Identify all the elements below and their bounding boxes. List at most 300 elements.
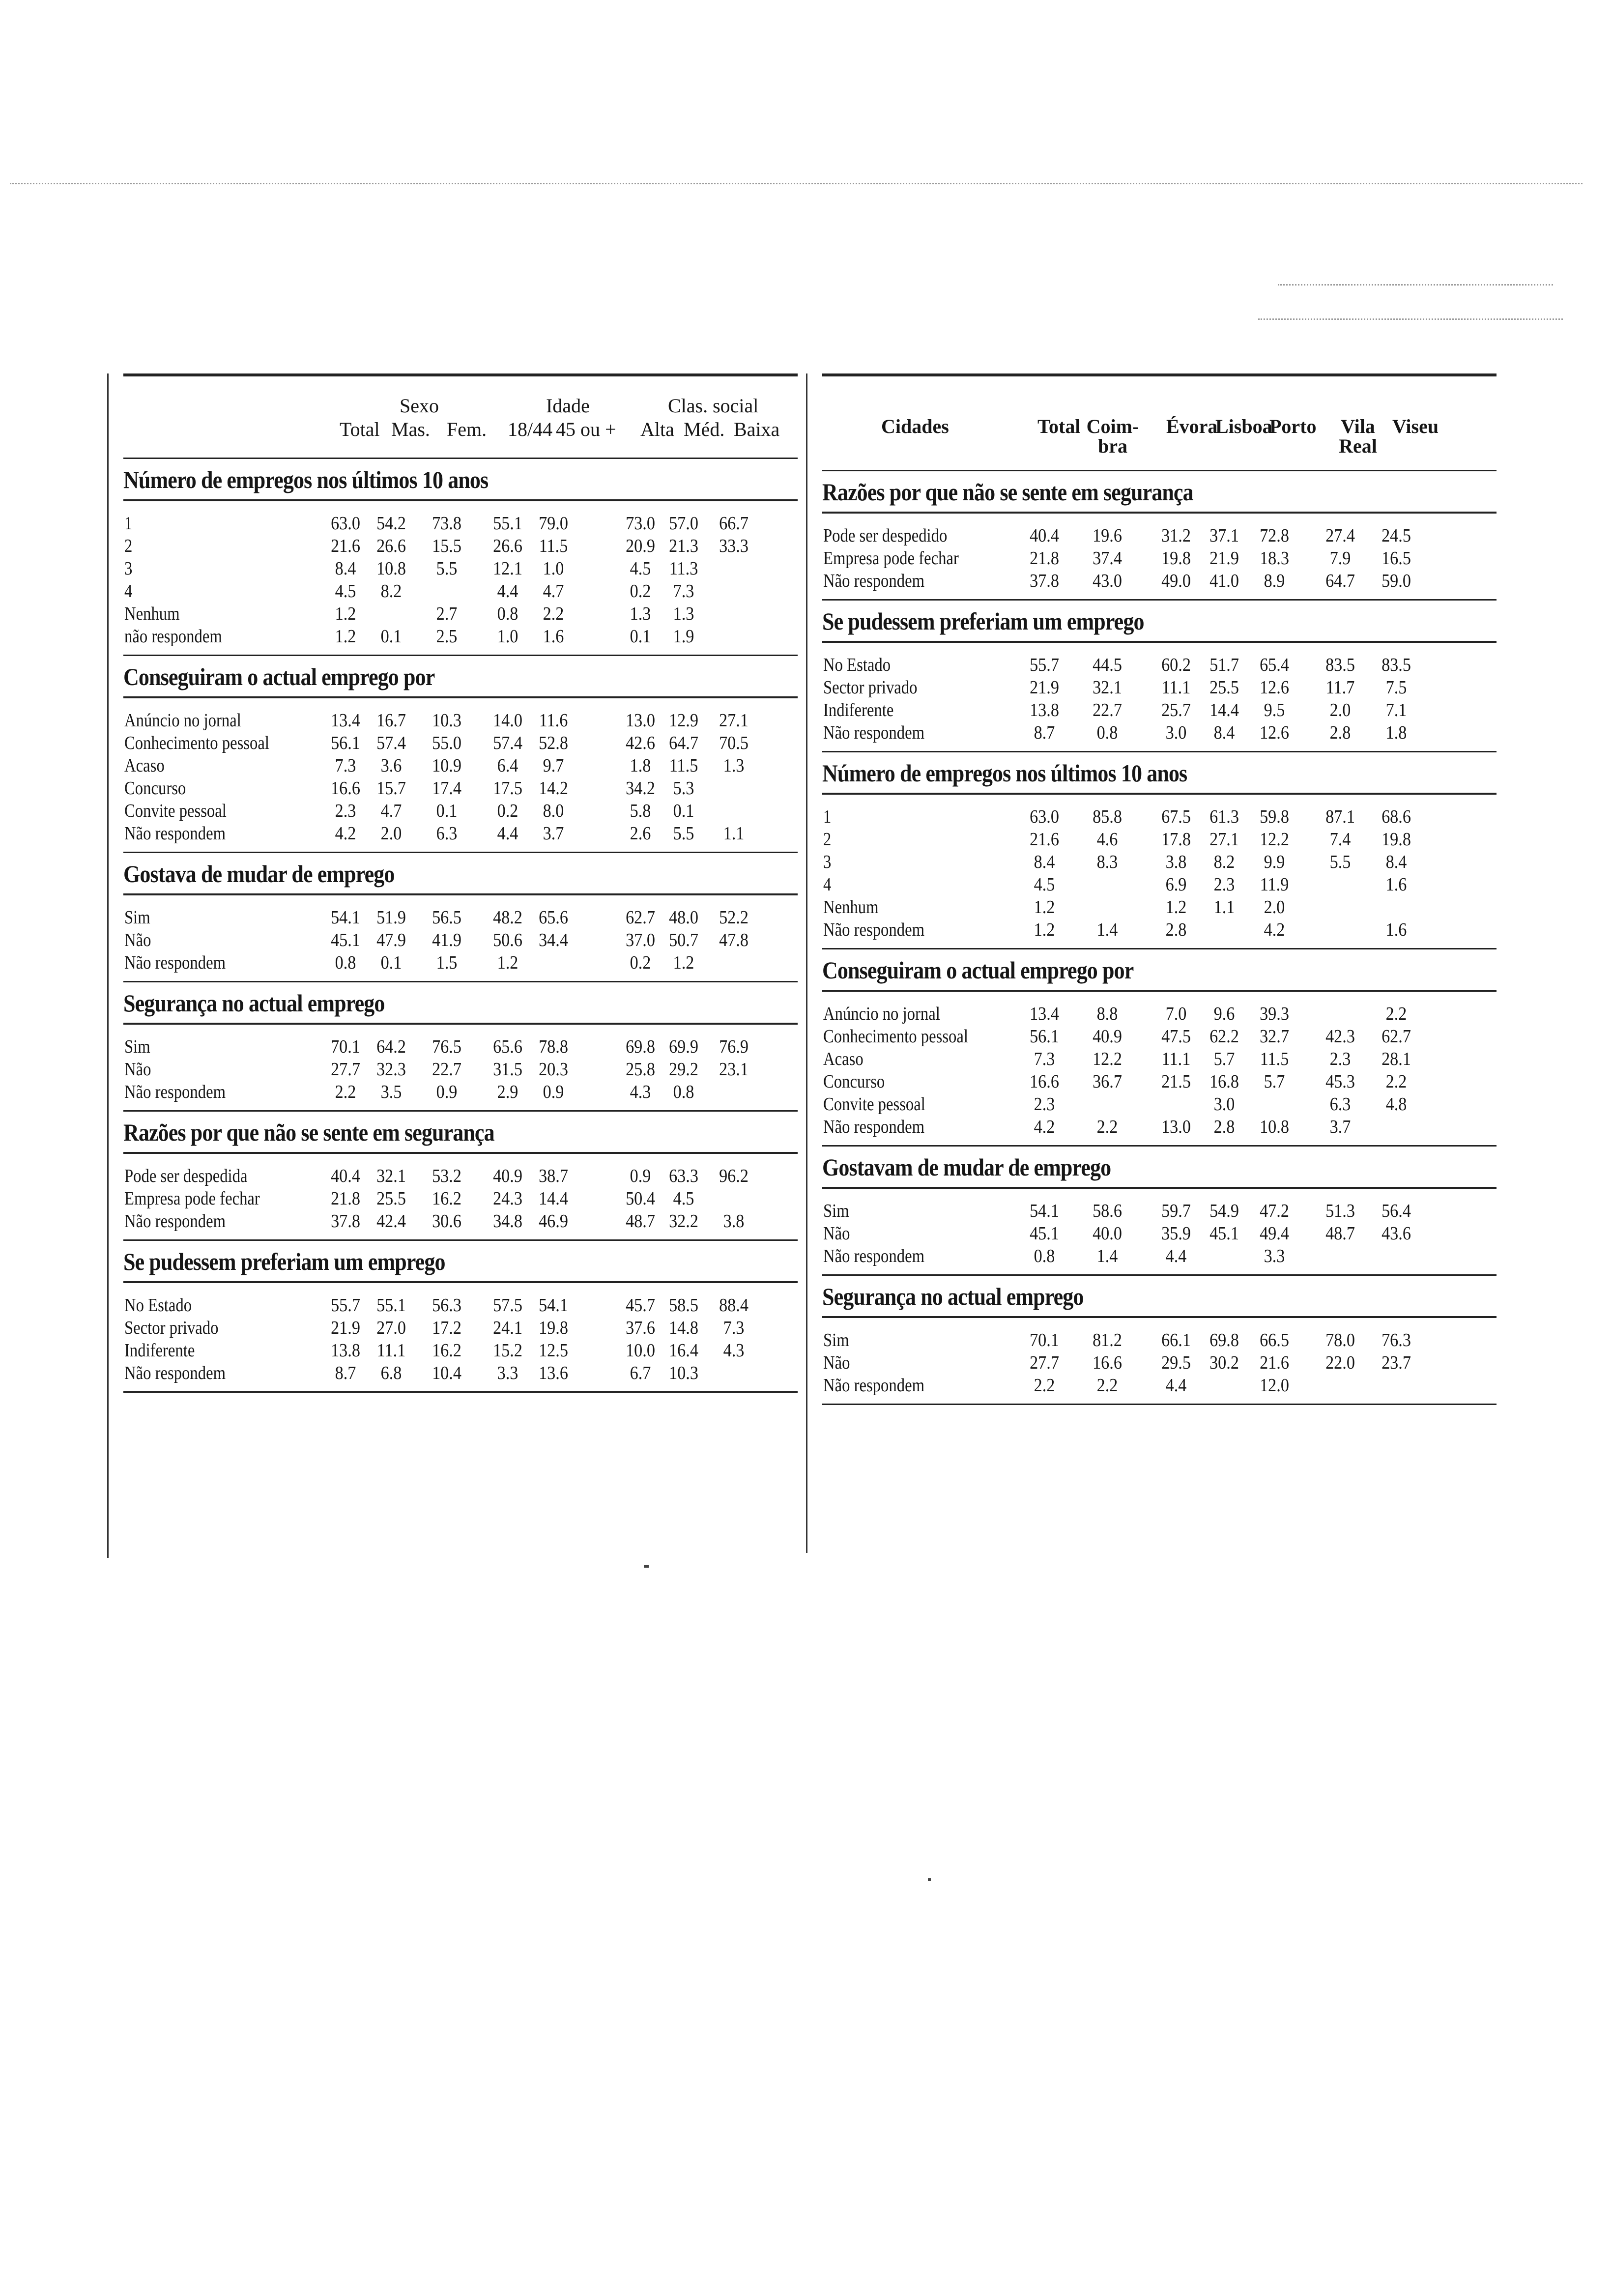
table-cell: 37.4 [1093, 548, 1122, 569]
table-cell: 8.7 [335, 1363, 356, 1383]
table-cell: 56.1 [331, 733, 360, 753]
table-cell: 0.2 [630, 952, 651, 973]
table-cell: 0.1 [436, 801, 458, 821]
table-cell: 1.9 [673, 626, 694, 647]
row-label: Pode ser despedida [124, 1166, 248, 1186]
table-cell: 76.9 [719, 1036, 748, 1057]
table-cell: 1.0 [543, 558, 564, 579]
table-row [123, 557, 798, 580]
row-label: Nenhum [823, 897, 879, 918]
table-cell: 18.3 [1260, 548, 1289, 569]
table-cell: 25.7 [1161, 700, 1191, 720]
table-cell: 28.1 [1382, 1049, 1411, 1069]
table-cell: 36.7 [1093, 1071, 1122, 1092]
table-cell: 48.2 [493, 907, 522, 928]
table-cell: 27.7 [1030, 1352, 1059, 1373]
table-cell: 17.4 [432, 778, 461, 799]
table-row [822, 1351, 1497, 1374]
table-cell: 59.7 [1161, 1201, 1191, 1221]
table-cell: 63.0 [1030, 806, 1059, 827]
table-cell: 37.1 [1209, 525, 1239, 546]
table-row [822, 918, 1497, 941]
table-cell: 9.5 [1264, 700, 1285, 720]
table-cell: 32.3 [376, 1059, 406, 1080]
section-title: Conseguiram o actual emprego por [123, 663, 435, 690]
table-cell: 57.4 [376, 733, 406, 753]
table-row [123, 822, 798, 845]
table-cell: 7.3 [335, 755, 356, 776]
scan-noise-right-a [1278, 284, 1553, 286]
table-cell: 13.4 [1030, 1004, 1059, 1024]
table-cell: 2.0 [1264, 897, 1285, 918]
table-cell: 1.2 [1034, 919, 1055, 940]
table-cell: 2.9 [497, 1082, 518, 1102]
table-cell: 40.9 [1093, 1026, 1122, 1047]
table-cell: 7.1 [1385, 700, 1407, 720]
table-cell: 2.8 [1165, 919, 1187, 940]
scan-noise-top [10, 183, 1583, 184]
table-cell: 63.0 [331, 513, 360, 534]
table-cell: 46.9 [539, 1211, 568, 1232]
table-cell: 47.8 [719, 930, 748, 950]
table-cell: 11.5 [669, 755, 698, 776]
table-cell: 17.2 [432, 1318, 461, 1338]
table-cell: 21.3 [669, 536, 698, 556]
table-row [123, 732, 798, 754]
stray-mark [928, 1878, 931, 1881]
table-cell: 12.0 [1260, 1375, 1289, 1396]
table-section [123, 656, 798, 853]
row-label: Não [823, 1223, 850, 1244]
table-cell: 3.7 [1329, 1117, 1351, 1137]
table-row [822, 805, 1497, 828]
table-cell: 1.1 [1213, 897, 1235, 918]
table-cell: 48.0 [669, 907, 698, 928]
table-cell: 9.6 [1213, 1004, 1235, 1024]
row-label: 1 [124, 513, 133, 534]
row-label: Não [124, 930, 151, 950]
table-cell: 16.4 [669, 1340, 698, 1361]
table-cell: 8.7 [1034, 722, 1055, 743]
table-row [123, 1081, 798, 1103]
table-cell: 10.4 [432, 1363, 461, 1383]
table-cell: 16.6 [331, 778, 360, 799]
row-label: Não respondem [823, 722, 925, 743]
table-cell: 69.8 [1209, 1330, 1239, 1350]
table-cell: 44.5 [1093, 655, 1122, 675]
row-label: 2 [823, 829, 832, 850]
table-cell: 12.6 [1260, 677, 1289, 698]
table-cell: 72.8 [1260, 525, 1289, 546]
table-cell: 50.7 [669, 930, 698, 950]
table-cell: 16.7 [376, 710, 406, 731]
table-cell: 55.0 [432, 733, 461, 753]
header-mas: Mas. [391, 418, 430, 440]
table-cell: 22.7 [1093, 700, 1122, 720]
table-row [822, 570, 1497, 592]
table-cell: 51.9 [376, 907, 406, 928]
section-title: Segurança no actual emprego [123, 989, 385, 1017]
table-cell: 10.8 [376, 558, 406, 579]
table-cell: 8.2 [380, 581, 402, 602]
table-cell: 53.2 [432, 1166, 461, 1186]
table-cell: 51.3 [1325, 1201, 1355, 1221]
table-cell: 69.8 [626, 1036, 655, 1057]
row-label: 3 [124, 558, 133, 579]
table-cell: 8.3 [1096, 852, 1118, 872]
section-body [123, 499, 798, 656]
table-cell: 0.1 [380, 626, 402, 647]
table-cell: 47.9 [376, 930, 406, 950]
table-cell: 25.8 [626, 1059, 655, 1080]
table-cell: 70.5 [719, 733, 748, 753]
table-cell: 0.1 [673, 801, 694, 821]
section-body [822, 512, 1497, 601]
table-cell: 4.2 [1034, 1117, 1055, 1137]
table-row [822, 1245, 1497, 1267]
table-section [123, 853, 798, 982]
table-section [123, 1241, 798, 1393]
table-row [822, 896, 1497, 918]
row-label: 2 [124, 536, 133, 556]
table-cell: 57.4 [493, 733, 522, 753]
row-label: Concurso [124, 778, 186, 799]
table-cell: 7.5 [1385, 677, 1407, 698]
table-cell: 62.7 [1382, 1026, 1411, 1047]
table-cell: 30.6 [432, 1211, 461, 1232]
table-cell: 65.6 [539, 907, 568, 928]
table-cell: 14.0 [493, 710, 522, 731]
table-cell: 1.2 [497, 952, 518, 973]
row-label: Convite pessoal [124, 801, 227, 821]
table-cell: 0.8 [673, 1082, 694, 1102]
table-cell: 63.3 [669, 1166, 698, 1186]
table-cell: 1.3 [630, 603, 651, 624]
row-label: Empresa pode fechar [124, 1188, 260, 1209]
table-cell: 8.2 [1213, 852, 1235, 872]
table-cell: 25.5 [1209, 677, 1239, 698]
table-cell: 19.6 [1093, 525, 1122, 546]
row-label: Não respondem [124, 1082, 226, 1102]
table-cell: 40.4 [331, 1166, 360, 1186]
row-label: 4 [124, 581, 133, 602]
right-sections [807, 471, 1497, 1405]
left-table [107, 373, 798, 1558]
table-cell: 8.4 [1034, 852, 1055, 872]
row-label: No Estado [823, 655, 891, 675]
table-cell: 37.8 [1030, 571, 1059, 591]
table-cell: 8.4 [1213, 722, 1235, 743]
table-section [822, 1276, 1497, 1405]
header-viseu: Viseu [1392, 415, 1439, 437]
table-row [123, 1362, 798, 1384]
table-cell: 37.0 [626, 930, 655, 950]
header-idade: Idade [546, 395, 590, 417]
table-cell: 25.5 [376, 1188, 406, 1209]
table-cell: 3.6 [380, 755, 402, 776]
table-section [822, 601, 1497, 752]
table-cell: 0.2 [630, 581, 651, 602]
table-section [822, 471, 1497, 601]
table-cell: 7.3 [1034, 1049, 1055, 1069]
row-label: Não respondem [823, 1375, 925, 1396]
row-label: Não respondem [823, 919, 925, 940]
row-label: Sector privado [124, 1318, 219, 1338]
table-section [123, 459, 798, 656]
table-cell: 1.6 [1385, 874, 1407, 895]
table-cell: 45.1 [1030, 1223, 1059, 1244]
row-label: Não [823, 1352, 850, 1373]
row-label: Nenhum [124, 603, 180, 624]
table-cell: 1.5 [436, 952, 458, 973]
table-cell: 0.1 [630, 626, 651, 647]
table-cell: 70.1 [1030, 1330, 1059, 1350]
table-cell: 76.5 [432, 1036, 461, 1057]
table-row [822, 654, 1497, 676]
header-evora: Évora [1166, 415, 1218, 437]
table-cell: 4.4 [497, 823, 518, 844]
right-table-header [822, 373, 1497, 471]
row-label: Indiferente [124, 1340, 195, 1361]
section-title: Segurança no actual emprego [822, 1283, 1084, 1310]
row-label: Não [124, 1059, 151, 1080]
table-cell: 12.2 [1093, 1049, 1122, 1069]
section-title: Se pudessem preferiam um emprego [123, 1248, 445, 1275]
table-cell: 58.6 [1093, 1201, 1122, 1221]
row-label: Anúncio no jornal [124, 710, 241, 731]
table-cell: 10.8 [1260, 1117, 1289, 1137]
table-cell: 19.8 [1382, 829, 1411, 850]
table-cell: 61.3 [1209, 806, 1239, 827]
table-cell: 0.8 [335, 952, 356, 973]
table-cell: 14.2 [539, 778, 568, 799]
table-section [123, 1112, 798, 1241]
table-cell: 32.1 [376, 1166, 406, 1186]
table-cell: 21.9 [1209, 548, 1239, 569]
table-cell: 45.1 [331, 930, 360, 950]
table-cell: 11.9 [1260, 874, 1289, 895]
table-cell: 14.8 [669, 1318, 698, 1338]
table-cell: 35.9 [1161, 1223, 1191, 1244]
table-cell: 8.4 [335, 558, 356, 579]
table-cell: 1.4 [1096, 1246, 1118, 1266]
table-cell: 1.2 [335, 626, 356, 647]
table-cell: 3.3 [1264, 1246, 1285, 1266]
table-cell: 48.7 [626, 1211, 655, 1232]
table-cell: 58.5 [669, 1295, 698, 1316]
section-title: Gostavam de mudar de emprego [822, 1153, 1111, 1181]
table-cell: 6.7 [630, 1363, 651, 1383]
table-cell: 78.8 [539, 1036, 568, 1057]
table-cell: 73.0 [626, 513, 655, 534]
table-cell: 50.4 [626, 1188, 655, 1209]
table-cell: 4.4 [497, 581, 518, 602]
table-cell: 70.1 [331, 1036, 360, 1057]
table-row [123, 800, 798, 822]
table-cell: 21.8 [1030, 548, 1059, 569]
table-row [822, 1003, 1497, 1025]
section-title: Se pudessem preferiam um emprego [822, 607, 1144, 635]
table-cell: 4.4 [1165, 1246, 1187, 1266]
table-cell: 66.7 [719, 513, 748, 534]
scan-noise-right-b [1258, 318, 1563, 320]
table-row [822, 1025, 1497, 1048]
row-label: Pode ser despedido [823, 525, 948, 546]
table-cell: 54.2 [376, 513, 406, 534]
table-cell: 21.6 [1260, 1352, 1289, 1373]
table-cell: 1.8 [630, 755, 651, 776]
stray-mark [644, 1565, 649, 1568]
table-row [822, 1329, 1497, 1351]
table-cell: 5.5 [1329, 852, 1351, 872]
header-baixa: Baixa [734, 418, 780, 440]
table-cell: 4.2 [335, 823, 356, 844]
table-cell: 0.8 [1096, 722, 1118, 743]
table-cell: 76.3 [1382, 1330, 1411, 1350]
table-cell: 1.4 [1096, 919, 1118, 940]
table-cell: 4.5 [673, 1188, 694, 1209]
table-cell: 1.3 [723, 755, 745, 776]
table-cell: 78.0 [1325, 1330, 1355, 1350]
table-cell: 2.2 [1385, 1071, 1407, 1092]
table-cell: 5.7 [1264, 1071, 1285, 1092]
table-cell: 2.2 [335, 1082, 356, 1102]
table-cell: 54.1 [1030, 1201, 1059, 1221]
table-cell: 3.5 [380, 1082, 402, 1102]
table-cell: 55.1 [376, 1295, 406, 1316]
table-cell: 21.6 [331, 536, 360, 556]
section-body [123, 1152, 798, 1241]
table-row [822, 1093, 1497, 1116]
table-row [123, 1339, 798, 1362]
table-cell: 83.5 [1325, 655, 1355, 675]
row-label: Convite pessoal [823, 1094, 925, 1115]
header-fem: Fem. [447, 418, 487, 440]
table-cell: 17.5 [493, 778, 522, 799]
table-cell: 1.0 [497, 626, 518, 647]
header-coimbra: Coim- bra [1086, 415, 1139, 457]
table-cell: 22.7 [432, 1059, 461, 1080]
table-cell: 3.0 [1165, 722, 1187, 743]
table-cell: 8.0 [543, 801, 564, 821]
table-cell: 4.2 [1264, 919, 1285, 940]
table-cell: 2.3 [1213, 874, 1235, 895]
header-total: Total [340, 418, 380, 440]
table-cell: 27.0 [376, 1318, 406, 1338]
table-cell: 32.2 [669, 1211, 698, 1232]
left-table-header [123, 373, 798, 459]
section-body [822, 641, 1497, 752]
table-cell: 12.2 [1260, 829, 1289, 850]
table-cell: 66.1 [1161, 1330, 1191, 1350]
table-cell: 10.3 [432, 710, 461, 731]
table-cell: 7.0 [1165, 1004, 1187, 1024]
row-label: 4 [823, 874, 832, 895]
table-cell: 52.2 [719, 907, 748, 928]
table-cell: 7.3 [673, 581, 694, 602]
row-label: Sim [823, 1201, 849, 1221]
table-cell: 1.6 [543, 626, 564, 647]
table-cell: 29.2 [669, 1059, 698, 1080]
table-row [822, 1374, 1497, 1397]
right-table [806, 373, 1497, 1553]
table-cell: 2.0 [1329, 700, 1351, 720]
table-cell: 2.7 [436, 603, 458, 624]
table-cell: 51.7 [1209, 655, 1239, 675]
table-row [822, 1222, 1497, 1245]
table-cell: 5.7 [1213, 1049, 1235, 1069]
table-cell: 83.5 [1382, 655, 1411, 675]
table-cell: 11.1 [1161, 1049, 1191, 1069]
table-cell: 2.2 [1096, 1117, 1118, 1137]
table-cell: 3.8 [1165, 852, 1187, 872]
row-label: Não respondem [124, 1363, 226, 1383]
table-row [123, 929, 798, 951]
table-cell: 3.8 [723, 1211, 745, 1232]
table-cell: 10.0 [626, 1340, 655, 1361]
table-cell: 40.4 [1030, 525, 1059, 546]
header-cidades: Cidades [881, 415, 949, 437]
table-cell: 13.8 [331, 1340, 360, 1361]
table-cell: 21.9 [1030, 677, 1059, 698]
table-cell: 73.8 [432, 513, 461, 534]
table-cell: 7.3 [723, 1318, 745, 1338]
table-row [822, 828, 1497, 851]
table-cell: 40.0 [1093, 1223, 1122, 1244]
table-cell: 16.8 [1209, 1071, 1239, 1092]
table-cell: 2.3 [335, 801, 356, 821]
table-cell: 64.2 [376, 1036, 406, 1057]
table-row [123, 625, 798, 648]
row-label: Não respondem [823, 1246, 925, 1266]
table-cell: 11.3 [669, 558, 698, 579]
table-cell: 66.5 [1260, 1330, 1289, 1350]
table-cell: 0.1 [380, 952, 402, 973]
table-cell: 2.8 [1329, 722, 1351, 743]
table-cell: 15.5 [432, 536, 461, 556]
table-row [123, 1187, 798, 1210]
row-label: Não respondem [823, 571, 925, 591]
table-row [822, 676, 1497, 699]
table-cell: 23.1 [719, 1059, 748, 1080]
table-cell: 40.9 [493, 1166, 522, 1186]
section-title: Razões por que não se sente em segurança [822, 478, 1193, 506]
table-cell: 21.9 [331, 1318, 360, 1338]
table-row [822, 547, 1497, 570]
row-label: No Estado [124, 1295, 192, 1316]
table-cell: 1.3 [673, 603, 694, 624]
table-cell: 2.2 [543, 603, 564, 624]
table-cell: 59.0 [1382, 571, 1411, 591]
table-row [123, 1035, 798, 1058]
table-cell: 26.6 [493, 536, 522, 556]
header-lisboa: Lisboa [1215, 415, 1272, 437]
table-cell: 24.3 [493, 1188, 522, 1209]
table-cell: 45.3 [1325, 1071, 1355, 1092]
table-cell: 4.7 [380, 801, 402, 821]
table-cell: 23.7 [1382, 1352, 1411, 1373]
table-cell: 41.9 [432, 930, 461, 950]
table-cell: 15.7 [376, 778, 406, 799]
table-cell: 37.6 [626, 1318, 655, 1338]
row-label: Conhecimento pessoal [823, 1026, 968, 1047]
table-row [822, 699, 1497, 721]
table-row [123, 754, 798, 777]
table-cell: 1.6 [1385, 919, 1407, 940]
table-cell: 21.6 [1030, 829, 1059, 850]
section-body [123, 893, 798, 982]
table-row [822, 721, 1497, 744]
